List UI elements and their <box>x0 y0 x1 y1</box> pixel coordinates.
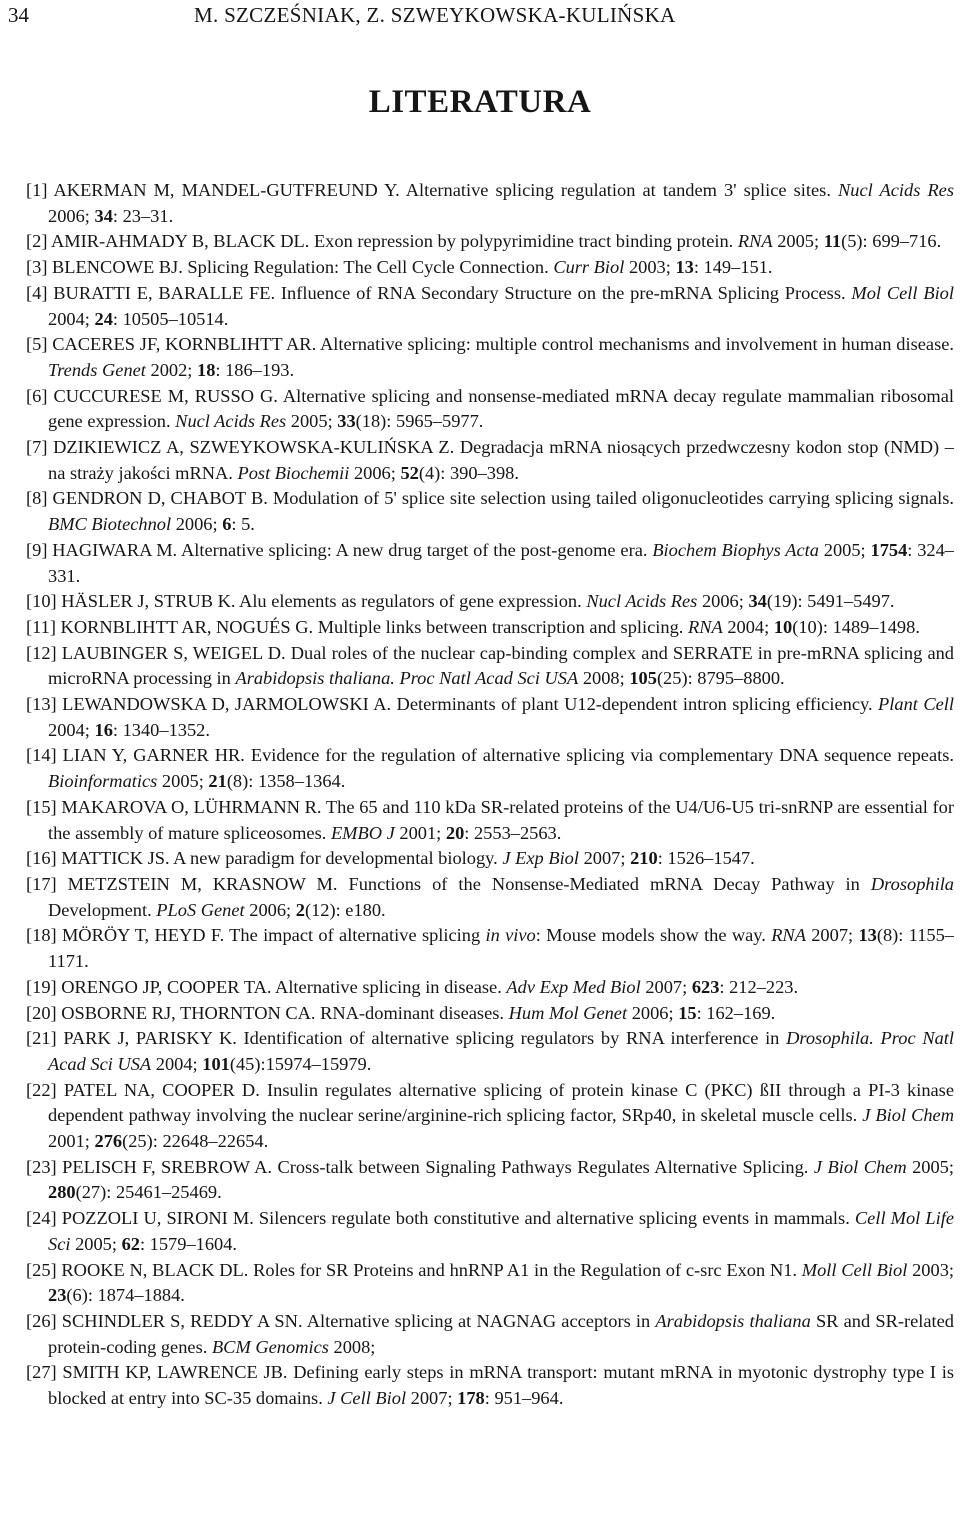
reference-text: [17] METZSTEIN M, KRASNOW M. Functions of the Nonsense-Mediated mRNA Decay Pathway in Drosophila Development. PLoS Genet 2006; 2(12): e180. <box>26 873 954 920</box>
reference-text: [24] POZZOLI U, SIRONI M. Silencers regulate both constitutive and alternative splicing events in mammals. Cell Mol Life Sci 2005; 62: 1579–1604. <box>26 1208 955 1254</box>
reference-item <box>26 692 954 743</box>
reference-text: [12] LAUBINGER S, WEIGEL D. Dual roles of the nuclear cap-binding complex and SERRATE in pre-mRNA splicing and microRNA processing in Arabidopsis thaliana. Proc Natl Acad Sci USA 2008; 105(25): 8795–8800. <box>26 642 954 689</box>
reference-text: [14] LIAN Y, GARNER HR. Evidence for the regulation of alternative splicing via complementary DNA sequence repeats. Bioinformatics 2005; 21(8): 1358–1364. <box>26 745 954 792</box>
reference-text: [6] CUCCURESE M, RUSSO G. Alternative splicing and nonsense-mediated mRNA decay regulate mammalian ribosomal gene expression. Nucl Acids Res 2005; 33(18): 5965–5977. <box>26 385 954 432</box>
reference-text: [13] LEWANDOWSKA D, JARMOLOWSKI A. Determinants of plant U12-dependent intron splicing efficiency. Plant Cell 2004; 16: 1340–1352. <box>26 694 954 740</box>
reference-item <box>26 641 954 692</box>
reference-list <box>26 178 954 1412</box>
reference-item <box>26 229 954 255</box>
reference-item <box>26 384 954 435</box>
reference-item <box>26 538 954 589</box>
reference-item <box>26 486 954 537</box>
reference-item <box>26 178 954 229</box>
reference-item <box>26 332 954 383</box>
reference-text: [3] BLENCOWE BJ. Splicing Regulation: The Cell Cycle Connection. Curr Biol 2003; 13: 149–151. <box>26 257 773 278</box>
reference-item <box>26 975 954 1001</box>
reference-item <box>26 1258 954 1309</box>
reference-item <box>26 1078 954 1155</box>
reference-text: [8] GENDRON D, CHABOT B. Modulation of 5' splice site selection using tailed oligonucleotides carrying splicing signals. BMC Biotechnol 2006; 6: 5. <box>26 488 954 535</box>
reference-text: [10] HÄSLER J, STRUB K. Alu elements as regulators of gene expression. Nucl Acids Res 2006; 34(19): 5491–5497. <box>26 591 895 612</box>
reference-text: [26] SCHINDLER S, REDDY A SN. Alternative splicing at NAGNAG acceptors in Arabidopsis thaliana SR and SR-related protein-coding genes. BCM Genomics 2008; <box>26 1310 954 1357</box>
reference-item <box>26 1155 954 1206</box>
reference-item <box>26 435 954 486</box>
reference-item <box>26 281 954 332</box>
reference-text: [25] ROOKE N, BLACK DL. Roles for SR Proteins and hnRNP A1 in the Regulation of c-src Exon N1. Moll Cell Biol 2003; 23(6): 1874–1884. <box>26 1259 954 1306</box>
reference-text: [11] KORNBLIHTT AR, NOGUÉS G. Multiple links between transcription and splicing. RNA 2004; 10(10): 1489–1498. <box>26 616 920 637</box>
reference-text: [19] ORENGO JP, COOPER TA. Alternative splicing in disease. Adv Exp Med Biol 2007; 623: 212–223. <box>26 976 799 997</box>
reference-text: [9] HAGIWARA M. Alternative splicing: A new drug target of the post-genome era. Biochem Biophys Acta 2005; 1754: 324–331. <box>26 539 955 586</box>
reference-text: [4] BURATTI E, BARALLE FE. Influence of RNA Secondary Structure on the pre-mRNA Splicing Process. Mol Cell Biol 2004; 24: 10505–10514. <box>26 282 954 329</box>
reference-item <box>26 743 954 794</box>
reference-item <box>26 1001 954 1027</box>
reference-item <box>26 255 954 281</box>
page-number: 34 <box>8 3 29 27</box>
reference-text: [15] MAKAROVA O, LÜHRMANN R. The 65 and 110 kDa SR-related proteins of the U4/U6-U5 tri-snRNP are essential for the assembly of mature spliceosomes. EMBO J 2001; 20: 2553–2563. <box>26 796 954 843</box>
reference-item <box>26 795 954 846</box>
running-head: M. SZCZEŚNIAK, Z. SZWEYKOWSKA-KULIŃSKA <box>194 3 676 27</box>
reference-item <box>26 1309 954 1360</box>
reference-text: [5] CACERES JF, KORNBLIHTT AR. Alternative splicing: multiple control mechanisms and involvement in human disease. Trends Genet 2002; 18: 186–193. <box>26 334 954 380</box>
reference-text: [16] MATTICK JS. A new paradigm for developmental biology. J Exp Biol 2007; 210: 1526–1547. <box>26 848 755 869</box>
reference-item <box>26 846 954 872</box>
reference-text: [21] PARK J, PARISKY K. Identification of alternative splicing regulators by RNA interference in Drosophila. Proc Natl Acad Sci USA 2004; 101(45):15974–15979. <box>26 1028 955 1074</box>
reference-text: [7] DZIKIEWICZ A, SZWEYKOWSKA-KULIŃSKA Z. Degradacja mRNA niosących przedwczesny kodon stop (NMD) – na straży jakości mRNA. Post Biochemii 2006; 52(4): 390–398. <box>26 437 954 483</box>
reference-item <box>26 1026 954 1077</box>
reference-text: [18] MÖRÖY T, HEYD F. The impact of alternative splicing in vivo: Mouse models show the way. RNA 2007; 13(8): 1155–1171. <box>26 925 954 972</box>
reference-text: [23] PELISCH F, SREBROW A. Cross-talk between Signaling Pathways Regulates Alternative Splicing. J Biol Chem 2005; 280(27): 25461–25469. <box>26 1156 954 1203</box>
reference-item <box>26 615 954 641</box>
reference-text: [27] SMITH KP, LAWRENCE JB. Defining early steps in mRNA transport: mutant mRNA in myotonic dystrophy type I is blocked at entry into SC-35 domains. J Cell Biol 2007; 178: 951–964. <box>26 1362 954 1409</box>
reference-item <box>26 589 954 615</box>
section-title: LITERATURA <box>368 84 592 120</box>
reference-item <box>26 872 954 923</box>
reference-item <box>26 1360 954 1411</box>
page-header <box>8 3 952 29</box>
reference-item <box>26 1206 954 1257</box>
reference-text: [1] AKERMAN M, MANDEL-GUTFREUND Y. Alternative splicing regulation at tandem 3' splice sites. Nucl Acids Res 2006; 34: 23–31. <box>26 180 954 226</box>
reference-text: [2] AMIR-AHMADY B, BLACK DL. Exon repression by polypyrimidine tract binding protein. RNA 2005; 11(5): 699–716. <box>26 231 942 252</box>
reference-text: [22] PATEL NA, COOPER D. Insulin regulates alternative splicing of protein kinase C (PKC) ßII through a PI-3 kinase dependent pathway involving the nuclear serine/arginine-rich splicing factor, SRp40, in skeletal muscle cells. J Biol Chem 2001; 276(25): 22648–22654. <box>26 1079 954 1152</box>
reference-text: [20] OSBORNE RJ, THORNTON CA. RNA-dominant diseases. Hum Mol Genet 2006; 15: 162–169. <box>26 1002 776 1023</box>
reference-item <box>26 923 954 974</box>
